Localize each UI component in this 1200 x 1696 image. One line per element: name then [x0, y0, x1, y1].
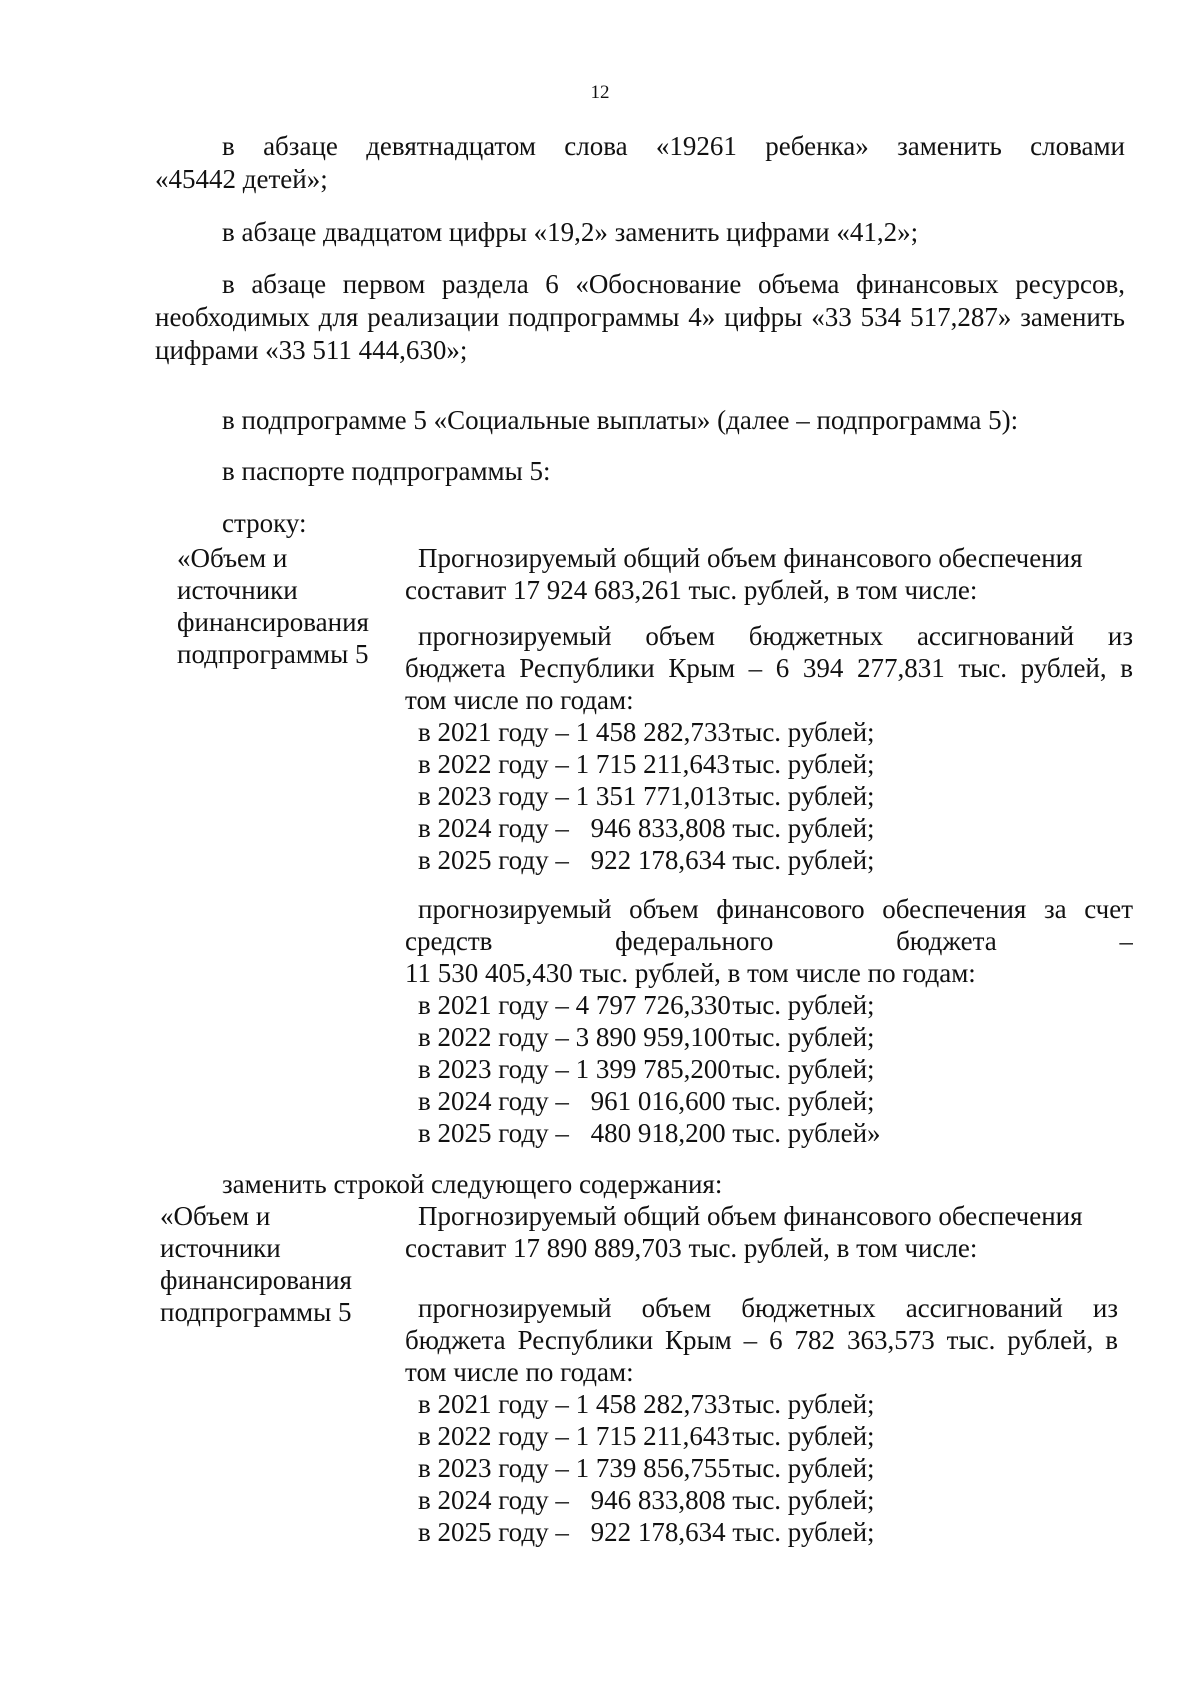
- old-federal-line1: прогнозируемый объем финансового обеспечения за счет: [418, 894, 1133, 924]
- old-federal-line2: средств федерального бюджета –: [405, 926, 1133, 956]
- page-number: 12: [590, 82, 610, 103]
- para3-line3: цифрами «33 511 444,630»;: [155, 335, 468, 365]
- old-federal-line3: 11 530 405,430 тыс. рублей, в том числе по годам:: [405, 958, 976, 988]
- old-federal-year-2023: в 2023 году – 1 399 785,200 тыс. рублей;: [418, 1054, 875, 1084]
- old-regional-year-2025: в 2025 году – 922 178,634 тыс. рублей;: [418, 845, 875, 875]
- para3-line2: необходимых для реализации подпрограммы 4» цифры «33 534 517,287» заменить: [155, 302, 1125, 332]
- para4: в подпрограмме 5 «Социальные выплаты» (далее – подпрограмма 5):: [222, 405, 1019, 435]
- old-regional-line1: прогнозируемый объем бюджетных ассигнований из: [418, 621, 1133, 651]
- intro-new-row: заменить строкой следующего содержания:: [222, 1169, 723, 1199]
- new-label-line: финансирования: [160, 1265, 352, 1295]
- new-total-line1: Прогнозируемый общий объем финансового обеспечения: [418, 1201, 1083, 1231]
- para3-line1: в абзаце первом раздела 6 «Обоснование объема финансовых ресурсов,: [222, 269, 1125, 299]
- new-regional-year-2025: в 2025 году – 922 178,634 тыс. рублей;: [418, 1517, 875, 1547]
- old-regional-year-2021: в 2021 году – 1 458 282,733 тыс. рублей;: [418, 717, 875, 747]
- old-total-line2: составит 17 924 683,261 тыс. рублей, в том числе:: [405, 575, 978, 605]
- old-regional-year-2022: в 2022 году – 1 715 211,643 тыс. рублей;: [418, 749, 875, 779]
- old-federal-year-2022: в 2022 году – 3 890 959,100 тыс. рублей;: [418, 1022, 875, 1052]
- new-regional-line3: том числе по годам:: [405, 1357, 634, 1387]
- new-label-line: «Объем и: [160, 1201, 271, 1231]
- old-total-line1: Прогнозируемый общий объем финансового обеспечения: [418, 543, 1083, 573]
- new-regional-year-2024: в 2024 году – 946 833,808 тыс. рублей;: [418, 1485, 875, 1515]
- old-label-line: «Объем и: [177, 543, 288, 573]
- para2: в абзаце двадцатом цифры «19,2» заменить цифрами «41,2»;: [222, 217, 919, 247]
- old-regional-year-2023: в 2023 году – 1 351 771,013 тыс. рублей;: [418, 781, 875, 811]
- new-regional-line2: бюджета Республики Крым – 6 782 363,573 тыс. рублей, в: [405, 1325, 1118, 1355]
- para1-line2: «45442 детей»;: [155, 164, 328, 194]
- para5: в паспорте подпрограммы 5:: [222, 456, 551, 486]
- old-label-line: источники: [177, 575, 298, 605]
- intro-old-row: строку:: [222, 508, 307, 538]
- new-regional-year-2021: в 2021 году – 1 458 282,733 тыс. рублей;: [418, 1389, 875, 1419]
- old-federal-year-2025: в 2025 году – 480 918,200 тыс. рублей»: [418, 1118, 881, 1148]
- old-label-line: финансирования: [177, 607, 369, 637]
- new-regional-year-2022: в 2022 году – 1 715 211,643 тыс. рублей;: [418, 1421, 875, 1451]
- new-regional-line1: прогнозируемый объем бюджетных ассигнований из: [418, 1293, 1118, 1323]
- old-regional-line3: том числе по годам:: [405, 685, 634, 715]
- new-regional-year-2023: в 2023 году – 1 739 856,755 тыс. рублей;: [418, 1453, 875, 1483]
- old-row-label: [177, 542, 369, 670]
- old-regional-year-2024: в 2024 году – 946 833,808 тыс. рублей;: [418, 813, 875, 843]
- old-federal-year-2024: в 2024 году – 961 016,600 тыс. рублей;: [418, 1086, 875, 1116]
- new-label-line: источники: [160, 1233, 281, 1263]
- new-row-label: [160, 1200, 352, 1328]
- old-label-line: подпрограммы 5: [177, 639, 369, 669]
- old-regional-line2: бюджета Республики Крым – 6 394 277,831 тыс. рублей, в: [405, 653, 1133, 683]
- new-total-line2: составит 17 890 889,703 тыс. рублей, в том числе:: [405, 1233, 978, 1263]
- old-federal-year-2021: в 2021 году – 4 797 726,330 тыс. рублей;: [418, 990, 875, 1020]
- new-label-line: подпрограммы 5: [160, 1297, 352, 1327]
- para1-line1: в абзаце девятнадцатом слова «19261 ребенка» заменить словами: [222, 131, 1125, 161]
